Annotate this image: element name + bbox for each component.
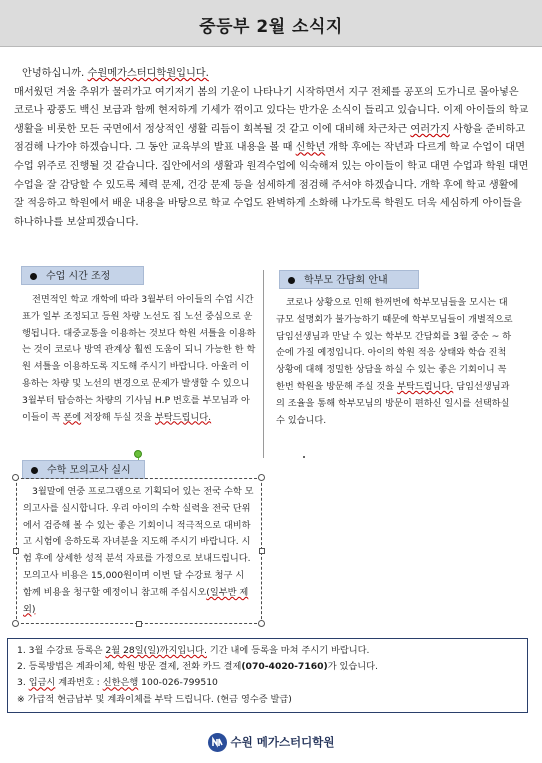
notice-line-3b: 입금시 [28,677,56,689]
rotate-handle[interactable] [134,450,142,458]
notice-line-3e: 100-026-799510 [138,677,218,689]
notice-line-1c: 기간 내에 등록을 마쳐 주시기 바랍니다. [206,645,370,656]
notice-line-2c: 가 있습니다. [327,661,378,673]
academy-name: 수원메가스터디학원입니다. [87,68,209,79]
bullet-icon [31,467,38,474]
resize-handle-bottom-right[interactable] [258,620,265,627]
parent-meeting-text-c: 담임선생님과의 조율을 통해 학부모님의 방문이 편하신 일시를 선택하실 수 있습니다. [276,380,510,426]
class-time-text-d: 부탁드립니다. [154,411,212,423]
class-time-text-a: 전면적인 학교 개학에 따라 3월부터 아이들의 수업 시간표가 일부 조정되고 등원 차량 노선도 집 노선 중심으로 운행됩니다. 대중교통을 이용하는 것보다 학원 셔틀을 이용하는 것이 코로나 방역 관계상 훨씬 도움이 되니 가능한 한 학원 셔틀을 이용하도록 지도해 주시기 바랍니다. 아울러 이용하는 차량 및 노선의 변경으로 문제가 발생할 수 있으니 3월부터 탑승하는 차량의 기사님 H.P 번호를 부모님과 아이들이 꼭 [22,294,256,423]
notice-line-1b: 2월 28일(일)까지입니다. [105,645,207,656]
parent-meeting-heading [279,270,419,289]
bullet-icon [288,277,295,284]
class-time-text-c: 저장해 두실 것을 [81,411,155,423]
notice-phone: (070-4020-7160) [241,661,328,673]
intro-paragraph [14,65,529,232]
parent-meeting-heading-label: 학부모 간담회 안내 [304,275,388,286]
intro-text-b: 여러가지 [410,123,450,135]
notice-line-3a: 3. [17,677,29,689]
academy-logo-icon [208,733,227,752]
intro-text-a: 매서웠던 겨울 추위가 물러가고 여기저기 봄의 기운이 나타나기 시작하면서 지구 전체를 공포의 도가니로 몰아넣은 코로나 광풍도 백신 보급과 함께 현저하게 기세가 꺾이고 있다는 반가운 소식이 들리고 있습니다. 이제 아이들의 학교 생활을 비롯한 모든 국면에서 정상적인 생활 리듬이 회복될 것 같고 이에 대비해 차근차근 [14,86,529,135]
intro-text-d: 신학년 [295,142,326,154]
notice-line-1 [17,643,527,659]
resize-handle-bottom-left[interactable] [12,620,19,627]
resize-handle-top-left[interactable] [12,474,19,481]
class-time-heading-label: 수업 시간 조정 [46,271,111,282]
footer [0,733,542,752]
class-time-heading [21,266,144,285]
intro-text-e: 개학 후에는 작년과 다르게 학교 수업이 대면 수업 위주로 진행될 것 같습니다. 집안에서의 생활과 원격수업에 익숙해져 있는 아이들이 학교 대면 수업과 학원 대면 수업을 잘 감당할 수 있도록 체력 문제, 건강 문제 등을 섬세하게 점검해 주셔야 하겠습니다. 개학 후에 학교 생활에 잘 적응하고 학원에서 배운 내용을 바탕으로 학교 수업도 완벽하게 소화해 나가도록 학원도 더욱 세심하게 아이들을 하나하나를 보살피겠습니다. [14,142,529,228]
page-title: 중등부 2월 소식지 [199,17,343,37]
parent-meeting-text-a: 코로나 상황으로 인해 한꺼번에 학부모님들을 모시는 대규모 설명회가 불가능하기 때문에 학부모님들이 개별적으로 담임선생님과 만날 수 있는 학부모 간담회를 3월 중순 ~ 하순에 가질 예정입니다. 아이의 학원 적응 상태와 학습 진척 상황에 대해 정밀한 상담을 하실 수 있는 좋은 기회이니 꼭 한번 학원을 방문해 주실 것을 [276,297,513,392]
notice-line-2a: 2. 등록방법은 계좌이체, 학원 방문 결제, 전화 카드 결제 [17,661,242,673]
mock-exam-text-a: 3월말에 연중 프로그램으로 기획되어 있는 전국 수학 모의고사를 실시합니다. 우리 아이의 수학 실력을 전국 단위에서 검증해 볼 수 있는 좋은 기회이니 적극적으로 대비하고 시험에 응하도록 자녀분을 지도해 주시기 바랍니다. 시험 후에 상세한 성적 분석 자료를 가정으로 보내드립니다. 모의고사 비용은 15,000원이며 이번 달 수강료 청구 시 함께 비용을 청구할 예정이니 참고해 주십시오 [23,486,254,598]
resize-handle-right[interactable] [259,548,265,554]
notice-line-3d: 신한은행 [102,677,139,689]
notice-line-2 [17,659,527,675]
mock-exam-heading [22,460,145,479]
mock-exam-body[interactable] [23,484,255,618]
resize-handle-left[interactable] [13,548,19,554]
bullet-icon [30,273,37,280]
resize-handle-top-right[interactable] [258,474,265,481]
footer-academy-name: 수원 메가스터디학원 [230,735,335,749]
notice-line-4: ※ 가급적 현금납부 및 계좌이체를 부탁 드립니다. (현금 영수증 발급) [17,693,292,705]
intro-text-c: 사항을 준비하고 점검해 나가야 하겠습니다. 그 동안 교육부의 발표 내용을 볼 때 [14,123,526,154]
greeting-text: 안녕하십니까. [22,68,88,79]
notice-line-3c: 계좌번호 : [55,677,103,689]
mock-exam-text-b: (일부반 제외) [23,586,249,615]
stray-dot [303,456,305,458]
notice-box [7,638,528,713]
text-box-selection[interactable] [16,478,262,624]
class-time-body [22,292,258,426]
parent-meeting-body [276,295,516,429]
resize-handle-bottom[interactable] [136,621,142,627]
notice-line-1a: 1. 3월 수강료 등록은 [17,645,106,656]
column-divider [263,270,264,458]
notice-line-3 [17,675,527,691]
parent-meeting-text-b: 부탁드립니다. [397,380,454,392]
class-time-text-b: 폰에 [63,411,82,423]
mock-exam-heading-label: 수학 모의고사 실시 [47,465,131,476]
greeting [14,65,529,84]
